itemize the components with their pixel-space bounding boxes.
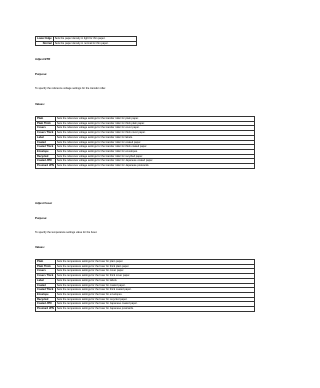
purpose-text: To specify the reference voltage settings for the transfer roller. xyxy=(35,87,106,90)
section-heading-adjust-fuser: Adjust Fuser xyxy=(35,201,53,205)
value-key: Recycled xyxy=(36,297,56,302)
value-key: Covers Thick xyxy=(36,274,56,279)
value-key: Recycled xyxy=(36,154,56,159)
value-key: Postcard JPN xyxy=(37,307,54,311)
value-key: Coated JPN xyxy=(36,302,56,307)
value-key: Coated xyxy=(36,140,56,145)
value-description: Sets the reference voltage settings for the transfer roller for thick cover paper. xyxy=(55,131,254,136)
value-description: Sets the temperature settings for the fuser for Japanese postcards. xyxy=(55,307,254,312)
value-description: Sets the reference voltage settings for the transfer roller for envelopes. xyxy=(55,149,254,154)
option-description: Sets the paper density in normal for thin paper. xyxy=(53,41,136,46)
value-key: Coated Thick xyxy=(36,145,56,150)
value-description: Sets the reference voltage settings for the transfer roller for thick coated paper. xyxy=(55,145,254,150)
btr-values-table xyxy=(35,116,255,169)
value-description: Sets the reference voltage settings for the transfer roller for labels. xyxy=(55,135,254,140)
value-key: Plain xyxy=(36,260,56,265)
value-key: Label xyxy=(36,278,56,283)
purpose-label: Purpose: xyxy=(35,216,48,220)
value-description: Sets the temperature settings for the fuser for thick plain paper. xyxy=(55,264,254,269)
value-key: Coated xyxy=(36,283,56,288)
table-row xyxy=(36,41,137,46)
option-key: Lower Edge xyxy=(37,37,52,40)
purpose-label: Purpose: xyxy=(35,72,48,76)
value-key: Covers Thick xyxy=(36,131,56,136)
value-description: Sets the temperature settings for the fuser for plain paper. xyxy=(55,260,254,265)
value-description: Sets the temperature settings for the fuser for thick cover paper. xyxy=(55,274,254,279)
value-description: Sets the temperature settings for the fuser for cover paper. xyxy=(55,269,254,274)
value-description: Sets the temperature settings for the fuser for labels. xyxy=(55,278,254,283)
value-description: Sets the reference voltage settings for the transfer roller for Japanese coated paper. xyxy=(55,159,254,164)
value-description: Sets the temperature settings for the fuser for envelopes. xyxy=(55,292,254,297)
top-options-table xyxy=(35,36,137,46)
value-key: Coated Thick xyxy=(36,288,56,293)
value-description: Sets the reference voltage settings for the transfer roller for recycled paper. xyxy=(55,154,254,159)
value-key: Plain xyxy=(36,117,56,122)
value-description: Sets the reference voltage settings for the transfer roller for plain paper. xyxy=(55,117,254,122)
value-key: Plain Thick xyxy=(36,121,56,126)
value-description: Sets the temperature settings for the fuser for coated paper. xyxy=(55,283,254,288)
value-key: Envelope xyxy=(36,292,56,297)
option-description: Sets the paper density in light for thin paper. xyxy=(53,37,136,42)
option-key: Normal xyxy=(36,41,54,46)
value-description: Sets the reference voltage settings for the transfer roller for coated paper. xyxy=(55,140,254,145)
value-key: Plain Thick xyxy=(36,264,56,269)
value-description: Sets the reference voltage settings for the transfer roller for cover paper. xyxy=(55,126,254,131)
value-description: Sets the temperature settings for the fuser for Japanese coated paper. xyxy=(55,302,254,307)
section-heading-adjust-btr: Adjust BTR xyxy=(35,57,51,61)
fuser-values-table xyxy=(35,259,255,312)
value-key: Label xyxy=(36,135,56,140)
value-description: Sets the reference voltage settings for the transfer roller for Japanese postcards. xyxy=(55,164,254,169)
values-label: Values: xyxy=(35,102,45,106)
value-key: Postcard JPN xyxy=(37,164,54,168)
value-description: Sets the temperature settings for the fuser for thick coated paper. xyxy=(55,288,254,293)
value-key: Covers xyxy=(36,269,56,274)
purpose-text: To specify the temperature settings value for the fuser. xyxy=(35,231,98,234)
value-description: Sets the temperature settings for the fuser for recycled paper. xyxy=(55,297,254,302)
table-row xyxy=(36,307,255,312)
value-key: Covers xyxy=(36,126,56,131)
table-row xyxy=(36,164,255,169)
value-key: Envelope xyxy=(36,149,56,154)
values-label: Values: xyxy=(35,245,45,249)
value-key: Coated JPN xyxy=(36,159,56,164)
value-description: Sets the reference voltage settings for the transfer roller for thick plain paper. xyxy=(55,121,254,126)
